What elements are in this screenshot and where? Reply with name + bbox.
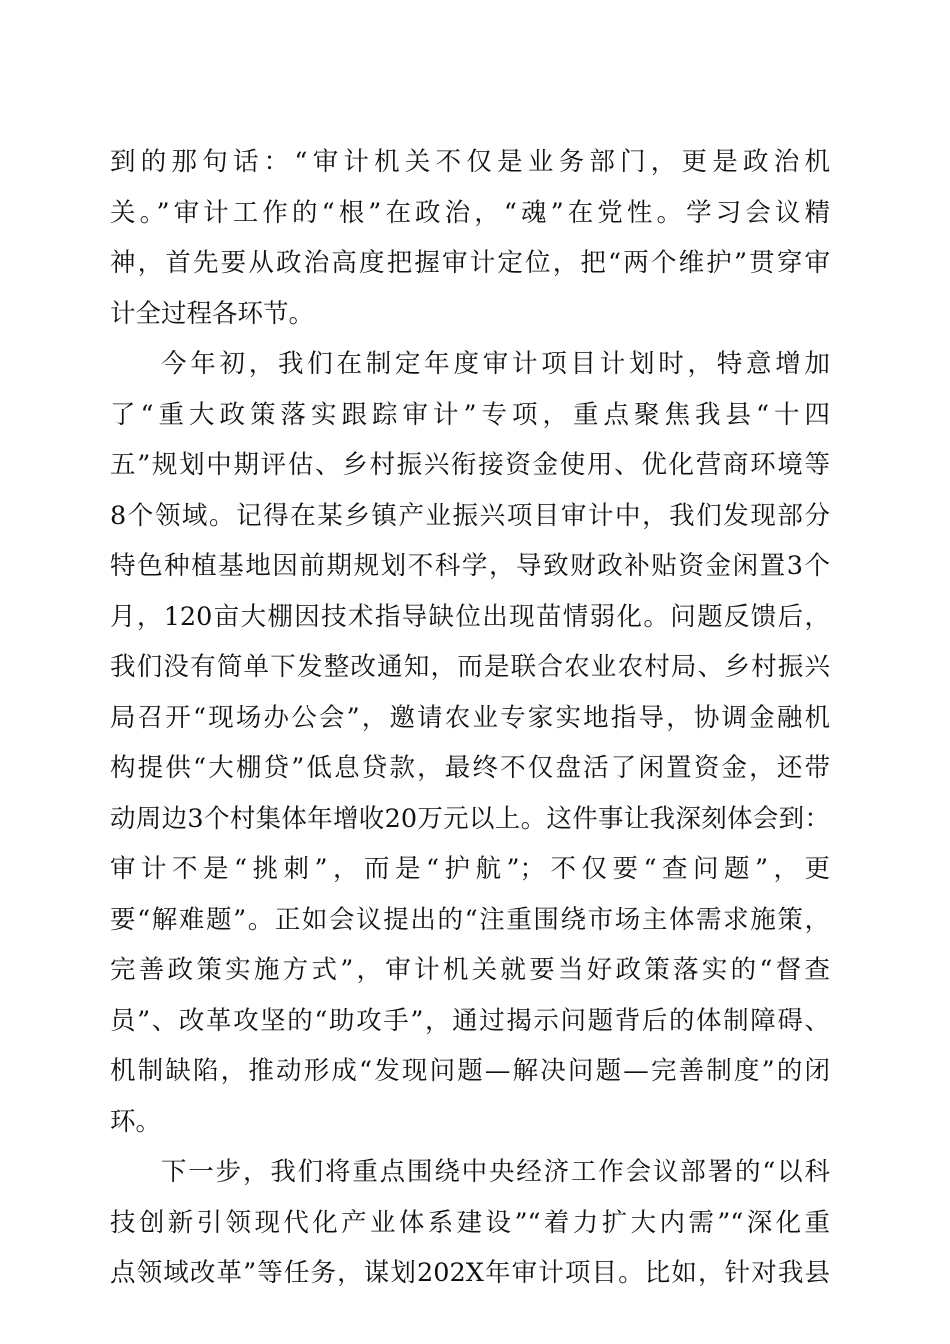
- paragraph-2: [110, 339, 830, 1147]
- text-line: 员”、改革攻坚的“助攻手”，通过揭示问题背后的体制障碍、: [110, 1005, 830, 1036]
- text-line: 月，120亩大棚因技术指导缺位出现苗情弱化。问题反馈后，: [110, 601, 830, 632]
- text-line: 构提供“大棚贷”低息贷款，最终不仅盘活了闲置资金，还带: [110, 753, 830, 783]
- text-line: 我们没有简单下发整改通知，而是联合农业农村局、乡村振兴: [110, 652, 830, 682]
- text-line: 了“重大政策落实跟踪审计”专项，重点聚焦我县“十四: [110, 399, 830, 430]
- document-body: [110, 137, 830, 1299]
- text-line: 技创新引领现代化产业体系建设”“着力扩大内需”“深化重: [110, 1207, 830, 1238]
- text-line: 动周边3个村集体年增收20万元以上。这件事让我深刻体会到：: [110, 803, 830, 834]
- text-line: 局召开“现场办公会”，邀请农业专家实地指导，协调金融机: [110, 702, 830, 733]
- paragraph-1: [110, 137, 830, 339]
- text-line: 下一步，我们将重点围绕中央经济工作会议部署的“以科: [161, 1157, 830, 1187]
- text-line: 神，首先要从政治高度把握审计定位，把“两个维护”贯穿审: [110, 248, 830, 278]
- text-line: 今年初，我们在制定年度审计项目计划时，特意增加: [161, 349, 830, 379]
- text-line: 五”规划中期评估、乡村振兴衔接资金使用、优化营商环境等: [110, 450, 830, 480]
- text-line: 关。”审计工作的“根”在政治，“魂”在党性。学习会议精: [110, 197, 830, 228]
- text-line: 环。: [110, 1106, 162, 1137]
- paragraph-3: [110, 1147, 830, 1299]
- text-line: 要“解难题”。正如会议提出的“注重围绕市场主体需求施策，: [110, 904, 830, 935]
- text-line: 计全过程各环节。: [110, 298, 315, 329]
- text-line: 机制缺陷，推动形成“发现问题—解决问题—完善制度”的闭: [110, 1056, 830, 1086]
- text-line: 特色种植基地因前期规划不科学，导致财政补贴资金闲置3个: [110, 551, 830, 581]
- text-line: 到的那句话：“审计机关不仅是业务部门，更是政治机: [110, 147, 830, 177]
- text-line: 审计不是“挑刺”，而是“护航”；不仅要“查问题”，更: [110, 854, 830, 884]
- text-line: 8个领域。记得在某乡镇产业振兴项目审计中，我们发现部分: [110, 500, 830, 531]
- text-line: 完善政策实施方式”，审计机关就要当好政策落实的“督查: [110, 955, 830, 985]
- text-line: 点领域改革”等任务，谋划202X年审计项目。比如，针对我县: [110, 1258, 830, 1288]
